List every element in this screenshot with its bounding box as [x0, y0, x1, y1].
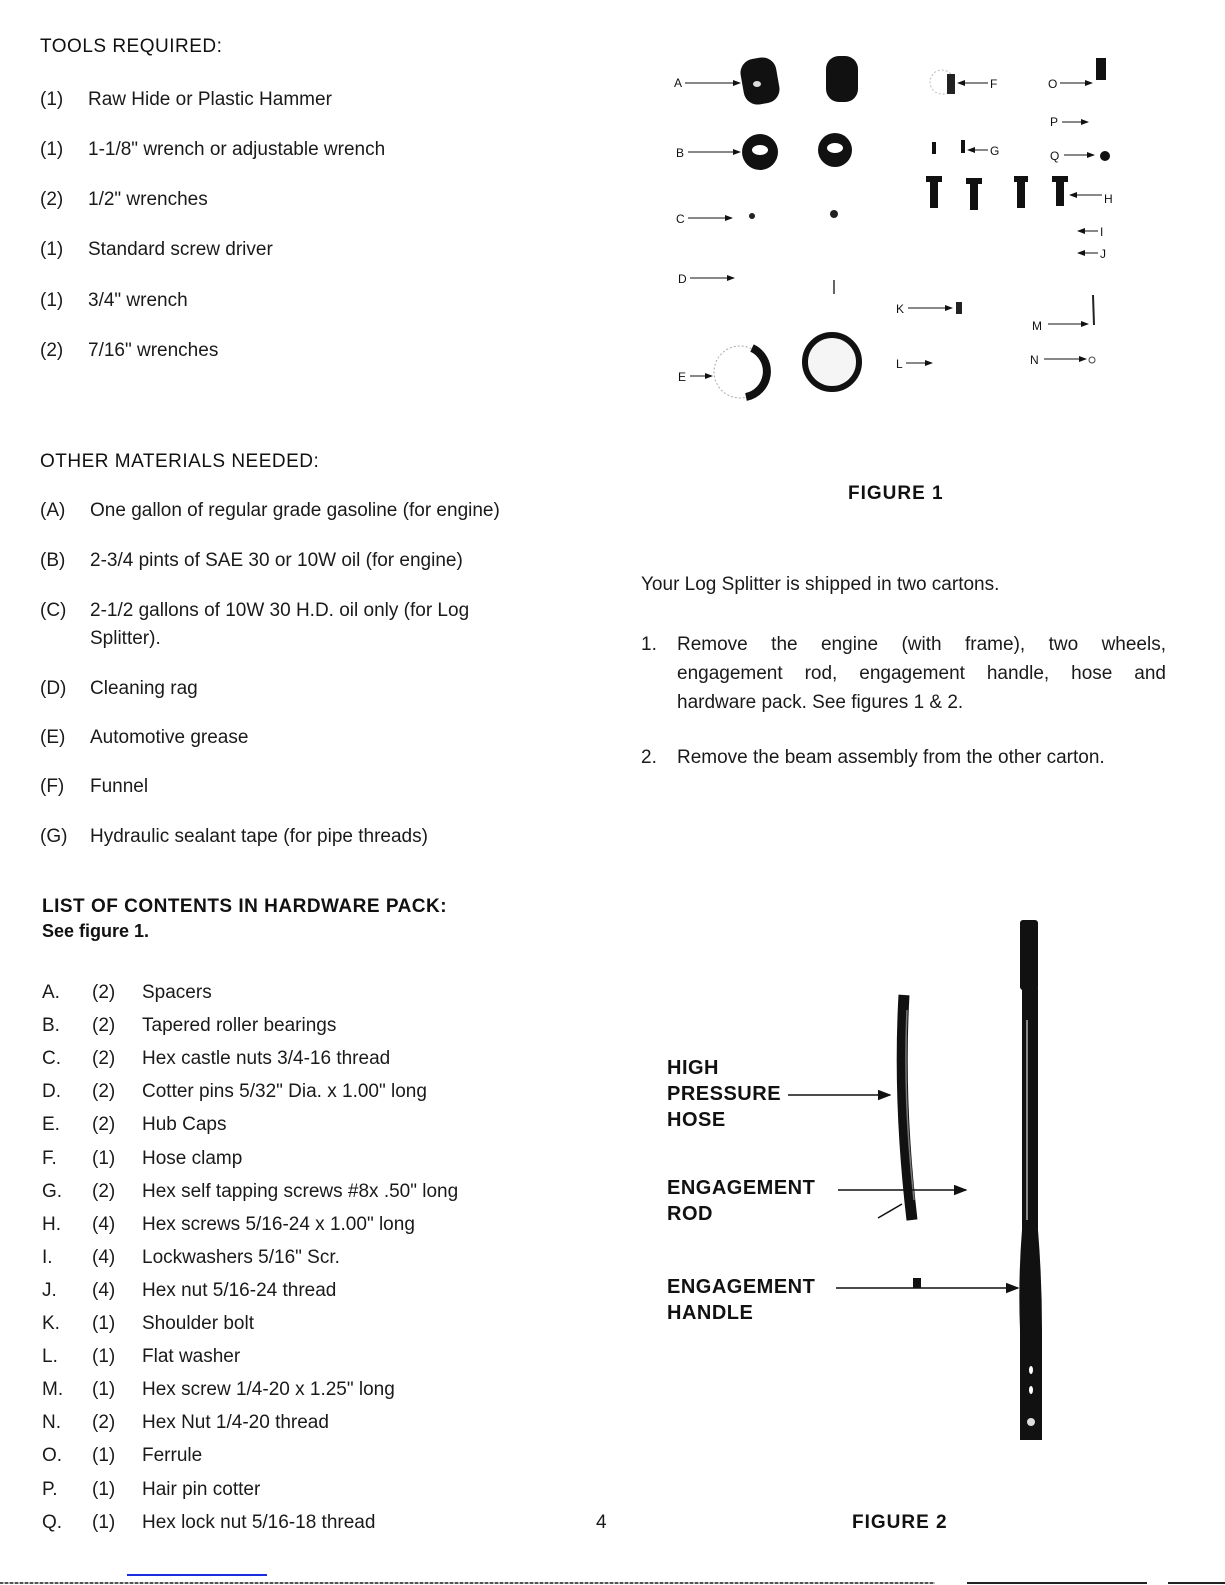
hardware-item-letter: Q.: [42, 1511, 63, 1533]
hardware-item-text: Hex screw 1/4-20 x 1.25" long: [142, 1379, 395, 1401]
hardware-item-letter: I.: [42, 1246, 53, 1268]
materials-heading: OTHER MATERIALS NEEDED:: [40, 451, 320, 472]
figure-1-labels: [674, 76, 1113, 384]
part-self-tapping-screw: [961, 140, 965, 153]
tools-item: (1) Standard screw driver: [40, 239, 273, 260]
hardware-item-text: Hub Caps: [142, 1114, 227, 1136]
hardware-item: [42, 1280, 336, 1302]
scan-border-line: [967, 1582, 1147, 1584]
fig1-label-m: M: [1032, 319, 1042, 333]
handle-label: ENGAGEMENT HANDLE: [667, 1276, 816, 1324]
page-number: 4: [596, 1512, 607, 1533]
hardware-item-letter: N.: [42, 1412, 61, 1434]
hardware-item: [42, 1379, 395, 1401]
fig1-label-p: P: [1050, 115, 1059, 129]
fig1-label-a: A: [674, 76, 683, 90]
hardware-item-letter: G.: [42, 1180, 63, 1202]
link-underline: [127, 1574, 267, 1576]
hardware-item: [42, 1015, 336, 1037]
fig1-label-e: E: [678, 370, 687, 384]
hardware-item-qty: (1): [92, 1147, 116, 1169]
hardware-item: [42, 1479, 260, 1501]
part-bearing: [742, 133, 852, 170]
hardware-item-letter: B.: [42, 1015, 60, 1037]
hardware-item: [42, 1048, 390, 1070]
hardware-item-text: Tapered roller bearings: [142, 1015, 337, 1037]
tools-item: (2) 7/16" wrenches: [40, 340, 219, 361]
hardware-item-qty: (1): [92, 1346, 116, 1368]
materials-item: (B) 2-3/4 pints of SAE 30 or 10W oil (for engine): [40, 550, 463, 571]
hardware-item-letter: K.: [42, 1313, 60, 1334]
hardware-item-letter: H.: [42, 1213, 61, 1235]
hardware-item-text: Hex castle nuts 3/4-16 thread: [142, 1048, 391, 1070]
tools-item: (2) 1/2" wrenches: [40, 189, 208, 210]
fig1-label-b: B: [676, 146, 685, 160]
hardware-item: [42, 1512, 375, 1534]
fig1-label-k: K: [896, 302, 905, 316]
engagement-handle-image: [1019, 920, 1042, 1440]
hardware-item-qty: (4): [92, 1279, 116, 1301]
instructions-intro: Your Log Splitter is shipped in two cartons.: [641, 574, 1000, 595]
hardware-item-qty: (1): [92, 1313, 116, 1334]
fig1-label-d: D: [678, 272, 687, 286]
hardware-item-qty: (2): [92, 982, 116, 1003]
fig1-label-f: F: [990, 77, 998, 91]
hardware-item-text: Flat washer: [142, 1346, 241, 1368]
hardware-item-letter: M.: [42, 1379, 64, 1401]
hardware-item-qty: (2): [92, 1015, 116, 1037]
scan-border-line: [1168, 1582, 1225, 1584]
hardware-item-qty: (2): [92, 1180, 116, 1202]
hardware-item-letter: A.: [42, 982, 60, 1003]
hardware-item-text: Lockwashers 5/16" Scr.: [142, 1246, 340, 1268]
part-hex-screw: [926, 176, 1068, 210]
hardware-item-qty: (2): [92, 1114, 116, 1136]
instruction-step: 1. Remove the engine (with frame), two wheels, engagement rod, engagement handle, hose and hardware pack. See figures 1 & 2.: [641, 634, 1166, 713]
hardware-item-qty: (1): [92, 1445, 116, 1467]
hardware-item-letter: L.: [42, 1346, 58, 1368]
hardware-item-letter: F.: [42, 1147, 57, 1169]
hardware-item-qty: (1): [92, 1379, 116, 1401]
materials-item: (C) 2-1/2 gallons of 10W 30 H.D. oil only (for Log: [40, 600, 470, 621]
hardware-item-qty: (1): [92, 1511, 116, 1533]
hardware-item: [42, 982, 212, 1004]
rod-label: ENGAGEMENT ROD: [667, 1177, 816, 1225]
hardware-item: [42, 1247, 340, 1269]
hardware-subheading: See figure 1.: [42, 921, 150, 941]
hardware-item-text: Hex lock nut 5/16-18 thread: [142, 1511, 376, 1533]
hardware-item: [42, 1313, 254, 1335]
materials-item: (A) One gallon of regular grade gasoline (for engine): [40, 500, 500, 521]
part-self-tapping-screw: [932, 142, 936, 154]
hardware-item-text: Hex screws 5/16-24 x 1.00" long: [142, 1213, 415, 1235]
hardware-item-qty: (2): [92, 1081, 116, 1103]
hose-label: HIGH PRESSURE HOSE: [667, 1057, 782, 1131]
materials-item: (D) Cleaning rag: [40, 678, 198, 699]
hardware-item-text: Cotter pins 5/32" Dia. x 1.00" long: [142, 1081, 427, 1103]
part-castle-nut: [749, 213, 755, 219]
scan-border-line: [0, 1582, 935, 1584]
hardware-item: [42, 1412, 329, 1434]
hardware-item-text: Hair pin cotter: [142, 1478, 261, 1500]
part-hex-screw-small: [1093, 295, 1094, 325]
materials-item: (F) Funnel: [40, 776, 149, 797]
hardware-item: [42, 1181, 458, 1203]
part-hub-cap: [714, 335, 859, 398]
hardware-item-letter: J.: [42, 1279, 57, 1301]
figure-2-caption: FIGURE 2: [852, 1512, 948, 1533]
part-spacer: [738, 55, 858, 107]
tools-item: (1) 1-1/8" wrench or adjustable wrench: [40, 139, 386, 160]
materials-item: (G) Hydraulic sealant tape (for pipe threads): [40, 826, 428, 847]
tools-item: (1) Raw Hide or Plastic Hammer: [40, 89, 332, 110]
hardware-item-qty: (4): [92, 1246, 116, 1268]
hardware-item: [42, 1114, 227, 1136]
instruction-step: 2. Remove the beam assembly from the other carton.: [641, 747, 1105, 768]
hardware-item-letter: P.: [42, 1478, 58, 1500]
figure-1-image: [660, 40, 1180, 420]
hardware-item-qty: (4): [92, 1213, 116, 1235]
hardware-item-letter: O.: [42, 1445, 63, 1467]
hardware-item-text: Hose clamp: [142, 1147, 243, 1169]
part-ferrule: [1096, 58, 1106, 80]
hardware-item-qty: (1): [92, 1478, 116, 1500]
hardware-item: [42, 1081, 427, 1103]
fig1-label-c: C: [676, 212, 685, 226]
hardware-item-text: Hex nut 5/16-24 thread: [142, 1279, 337, 1301]
rod-end: [913, 1278, 921, 1288]
part-shoulder-bolt: [956, 302, 962, 314]
hardware-item-text: Hex Nut 1/4-20 thread: [142, 1412, 329, 1434]
hardware-item-text: Ferrule: [142, 1445, 203, 1467]
part-castle-nut: [830, 210, 838, 218]
hardware-item: [42, 1445, 202, 1467]
hardware-item-text: Hex self tapping screws #8x .50" long: [142, 1180, 459, 1202]
hardware-item-letter: E.: [42, 1114, 60, 1136]
hardware-item-qty: (2): [92, 1048, 116, 1070]
fig1-label-n: N: [1030, 353, 1039, 367]
fig1-label-j: J: [1100, 247, 1106, 261]
fig1-label-h: H: [1104, 192, 1113, 206]
tools-item: (1) 3/4" wrench: [40, 290, 188, 311]
fig1-label-i: I: [1100, 225, 1104, 239]
hardware-item: [42, 1148, 242, 1170]
part-lock-nut: [1100, 151, 1110, 161]
hardware-item-letter: D.: [42, 1081, 61, 1103]
materials-item: (E) Automotive grease: [40, 727, 249, 748]
figure-1-caption: FIGURE 1: [848, 483, 944, 504]
hardware-item-text: Spacers: [142, 982, 212, 1003]
hardware-item-qty: (2): [92, 1412, 116, 1434]
hardware-item-text: Shoulder bolt: [142, 1313, 254, 1334]
tools-heading: TOOLS REQUIRED:: [40, 36, 223, 57]
fig1-label-l: L: [896, 357, 903, 371]
part-hex-nut-small: [1089, 357, 1095, 363]
fig1-label-o: O: [1048, 77, 1058, 91]
fig1-label-g: G: [990, 144, 1000, 158]
hardware-item: [42, 1214, 415, 1236]
hardware-heading: LIST OF CONTENTS IN HARDWARE PACK:: [42, 896, 448, 917]
fig1-label-q: Q: [1050, 149, 1060, 163]
hardware-item: [42, 1346, 240, 1368]
materials-item-continuation: Splitter).: [90, 628, 161, 649]
hardware-item-letter: C.: [42, 1048, 61, 1070]
